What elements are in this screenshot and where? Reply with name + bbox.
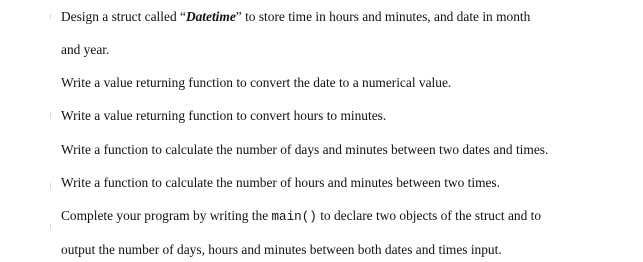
instruction-line-hours-minutes-function: Write a function to calculate the number of hours and minutes between two times.: [61, 175, 500, 190]
instruction-line-main: [61, 208, 541, 225]
instruction-line-date-function: Write a value returning function to convert the date to a numerical value.: [61, 75, 452, 90]
margin-mark: [50, 224, 51, 229]
instruction-line-days-minutes-function: Write a function to calculate the number of days and minutes between two dates and times.: [61, 142, 549, 157]
instruction-text: to declare two objects of the struct and to: [316, 208, 542, 223]
instruction-text: ” to store time in hours and minutes, and date in month: [235, 9, 531, 24]
margin-mark: [50, 14, 51, 19]
instruction-line-main-continued: output the number of days, hours and minutes between both dates and times input.: [61, 242, 502, 257]
margin-mark: [50, 183, 51, 189]
instruction-line-struct: [61, 9, 530, 25]
margin-mark: [50, 112, 51, 118]
instruction-text: Design a struct called “: [61, 9, 186, 24]
instruction-text: Complete your program by writing the: [61, 208, 272, 223]
instruction-line-struct-continued: and year.: [61, 42, 110, 57]
instruction-line-minutes-function: Write a value returning function to convert hours to minutes.: [61, 108, 387, 123]
struct-name: Datetime: [185, 9, 236, 24]
main-function-code: main(): [271, 210, 317, 224]
